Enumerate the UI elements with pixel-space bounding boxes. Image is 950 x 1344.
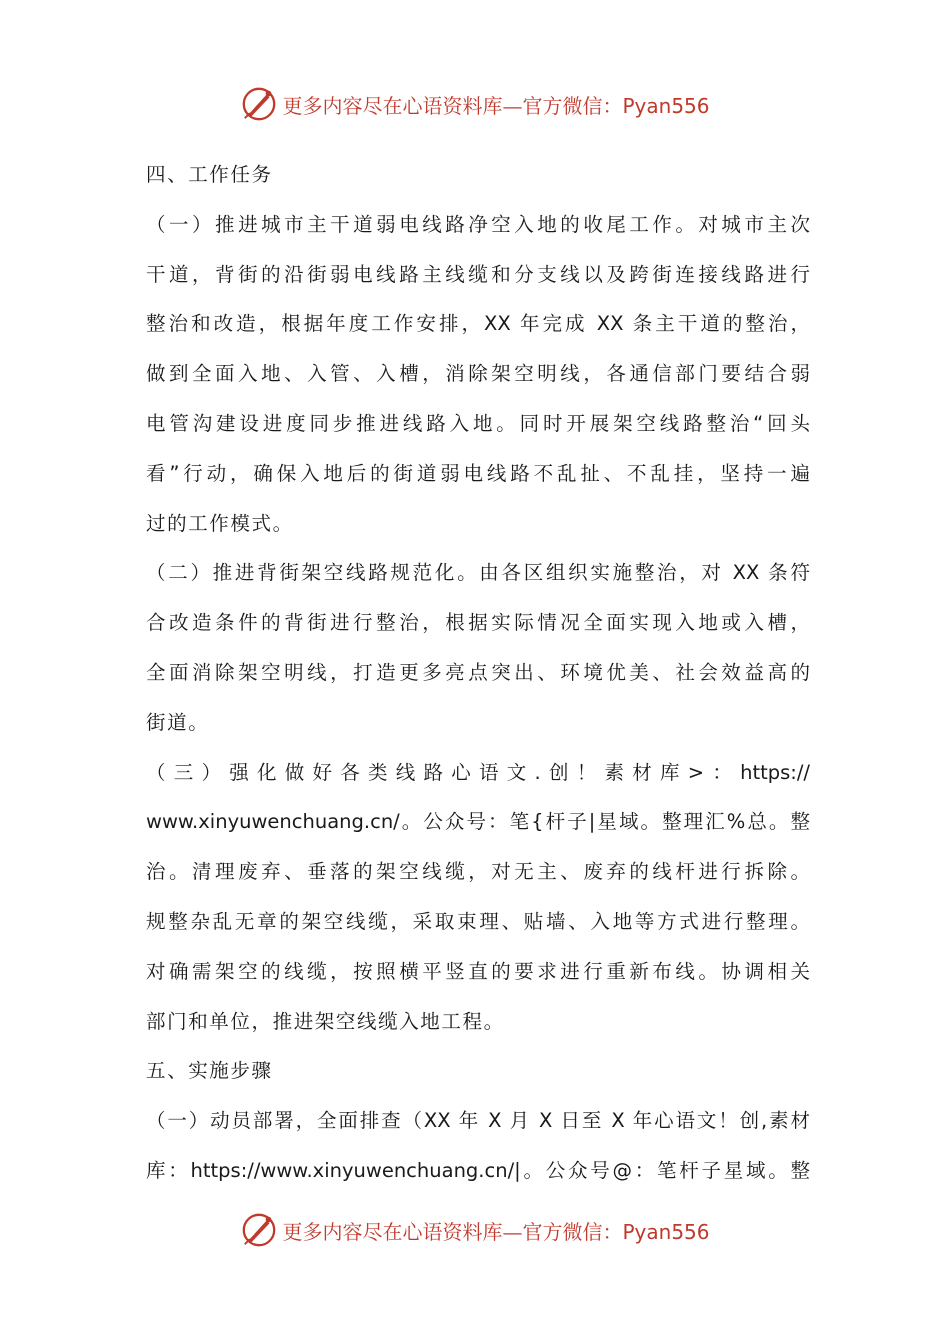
banner-site-name: 更多内容尽在心语资料库 [282, 93, 503, 118]
banner-wechat-id: Pyan556 [622, 1219, 710, 1244]
paragraph-line: 干道，背街的沿街弱电线路主线缆和分支线以及跨街连接线路进行 [146, 262, 810, 286]
banner-dash: — [502, 1219, 523, 1244]
paragraph-line: 库：https://www.xinyuwenchuang.cn/|。公众号@：笔杆子星域。整 [146, 1158, 810, 1182]
header-banner [0, 82, 950, 126]
banner-wechat-id: Pyan556 [622, 93, 710, 118]
section-heading: 四、工作任务 [146, 163, 273, 186]
paragraph-line: （一）动员部署，全面排查（XX 年 X 月 X 日至 X 年心语文！创,素材 [146, 1109, 810, 1133]
document-body [146, 150, 810, 1196]
pen-circle-logo-icon [240, 85, 278, 123]
paragraph-line: 全面消除架空明线，打造更多亮点突出、环境优美、社会效益高的 [146, 660, 810, 684]
banner-official-label: 官方微信： [522, 93, 623, 118]
paragraph-line: 治。清理废弃、垂落的架空线缆，对无主、废弃的线杆进行拆除。 [146, 860, 810, 884]
footer-banner [0, 1208, 950, 1252]
paragraph-line: 部门和单位，推进架空线缆入地工程。 [146, 1009, 505, 1033]
paragraph-line: 整治和改造，根据年度工作安排，XX 年完成 XX 条主干道的整治， [146, 312, 810, 336]
banner-dash: — [502, 93, 523, 118]
paragraph-line: 街道。 [146, 710, 210, 734]
paragraph-line: 做到全面入地、入管、入槽，消除架空明线，各通信部门要结合弱 [146, 362, 810, 386]
banner-text [282, 1216, 709, 1245]
paragraph-line: （三）强化做好各类线路心语文.创！素材库>：https:// [146, 760, 810, 784]
paragraph-line: www.xinyuwenchuang.cn/。公众号：笔{杆子|星域。整理汇%总。整 [146, 810, 810, 834]
banner-text [282, 90, 709, 119]
paragraph-line: 对确需架空的线缆，按照横平竖直的要求进行重新布线。协调相关 [146, 959, 810, 983]
banner-official-label: 官方微信： [522, 1219, 623, 1244]
paragraph-line: （一）推进城市主干道弱电线路净空入地的收尾工作。对城市主次 [146, 212, 810, 236]
section-heading: 五、实施步骤 [146, 1059, 273, 1083]
paragraph-line: （二）推进背街架空线路规范化。由各区组织实施整治，对 XX 条符 [146, 561, 810, 585]
pen-circle-logo-icon [240, 1211, 278, 1249]
banner-site-name: 更多内容尽在心语资料库 [282, 1219, 503, 1244]
paragraph-line: 电管沟建设进度同步推进线路入地。同时开展架空线路整治“回头 [146, 411, 810, 435]
paragraph-line: 规整杂乱无章的架空线缆，采取束理、贴墙、入地等方式进行整理。 [146, 909, 810, 933]
paragraph-line: 合改造条件的背街进行整治，根据实际情况全面实现入地或入槽， [146, 611, 810, 635]
paragraph-line: 看”行动，确保入地后的街道弱电线路不乱扯、不乱挂，坚持一遍 [146, 461, 810, 485]
paragraph-line: 过的工作模式。 [146, 511, 294, 535]
